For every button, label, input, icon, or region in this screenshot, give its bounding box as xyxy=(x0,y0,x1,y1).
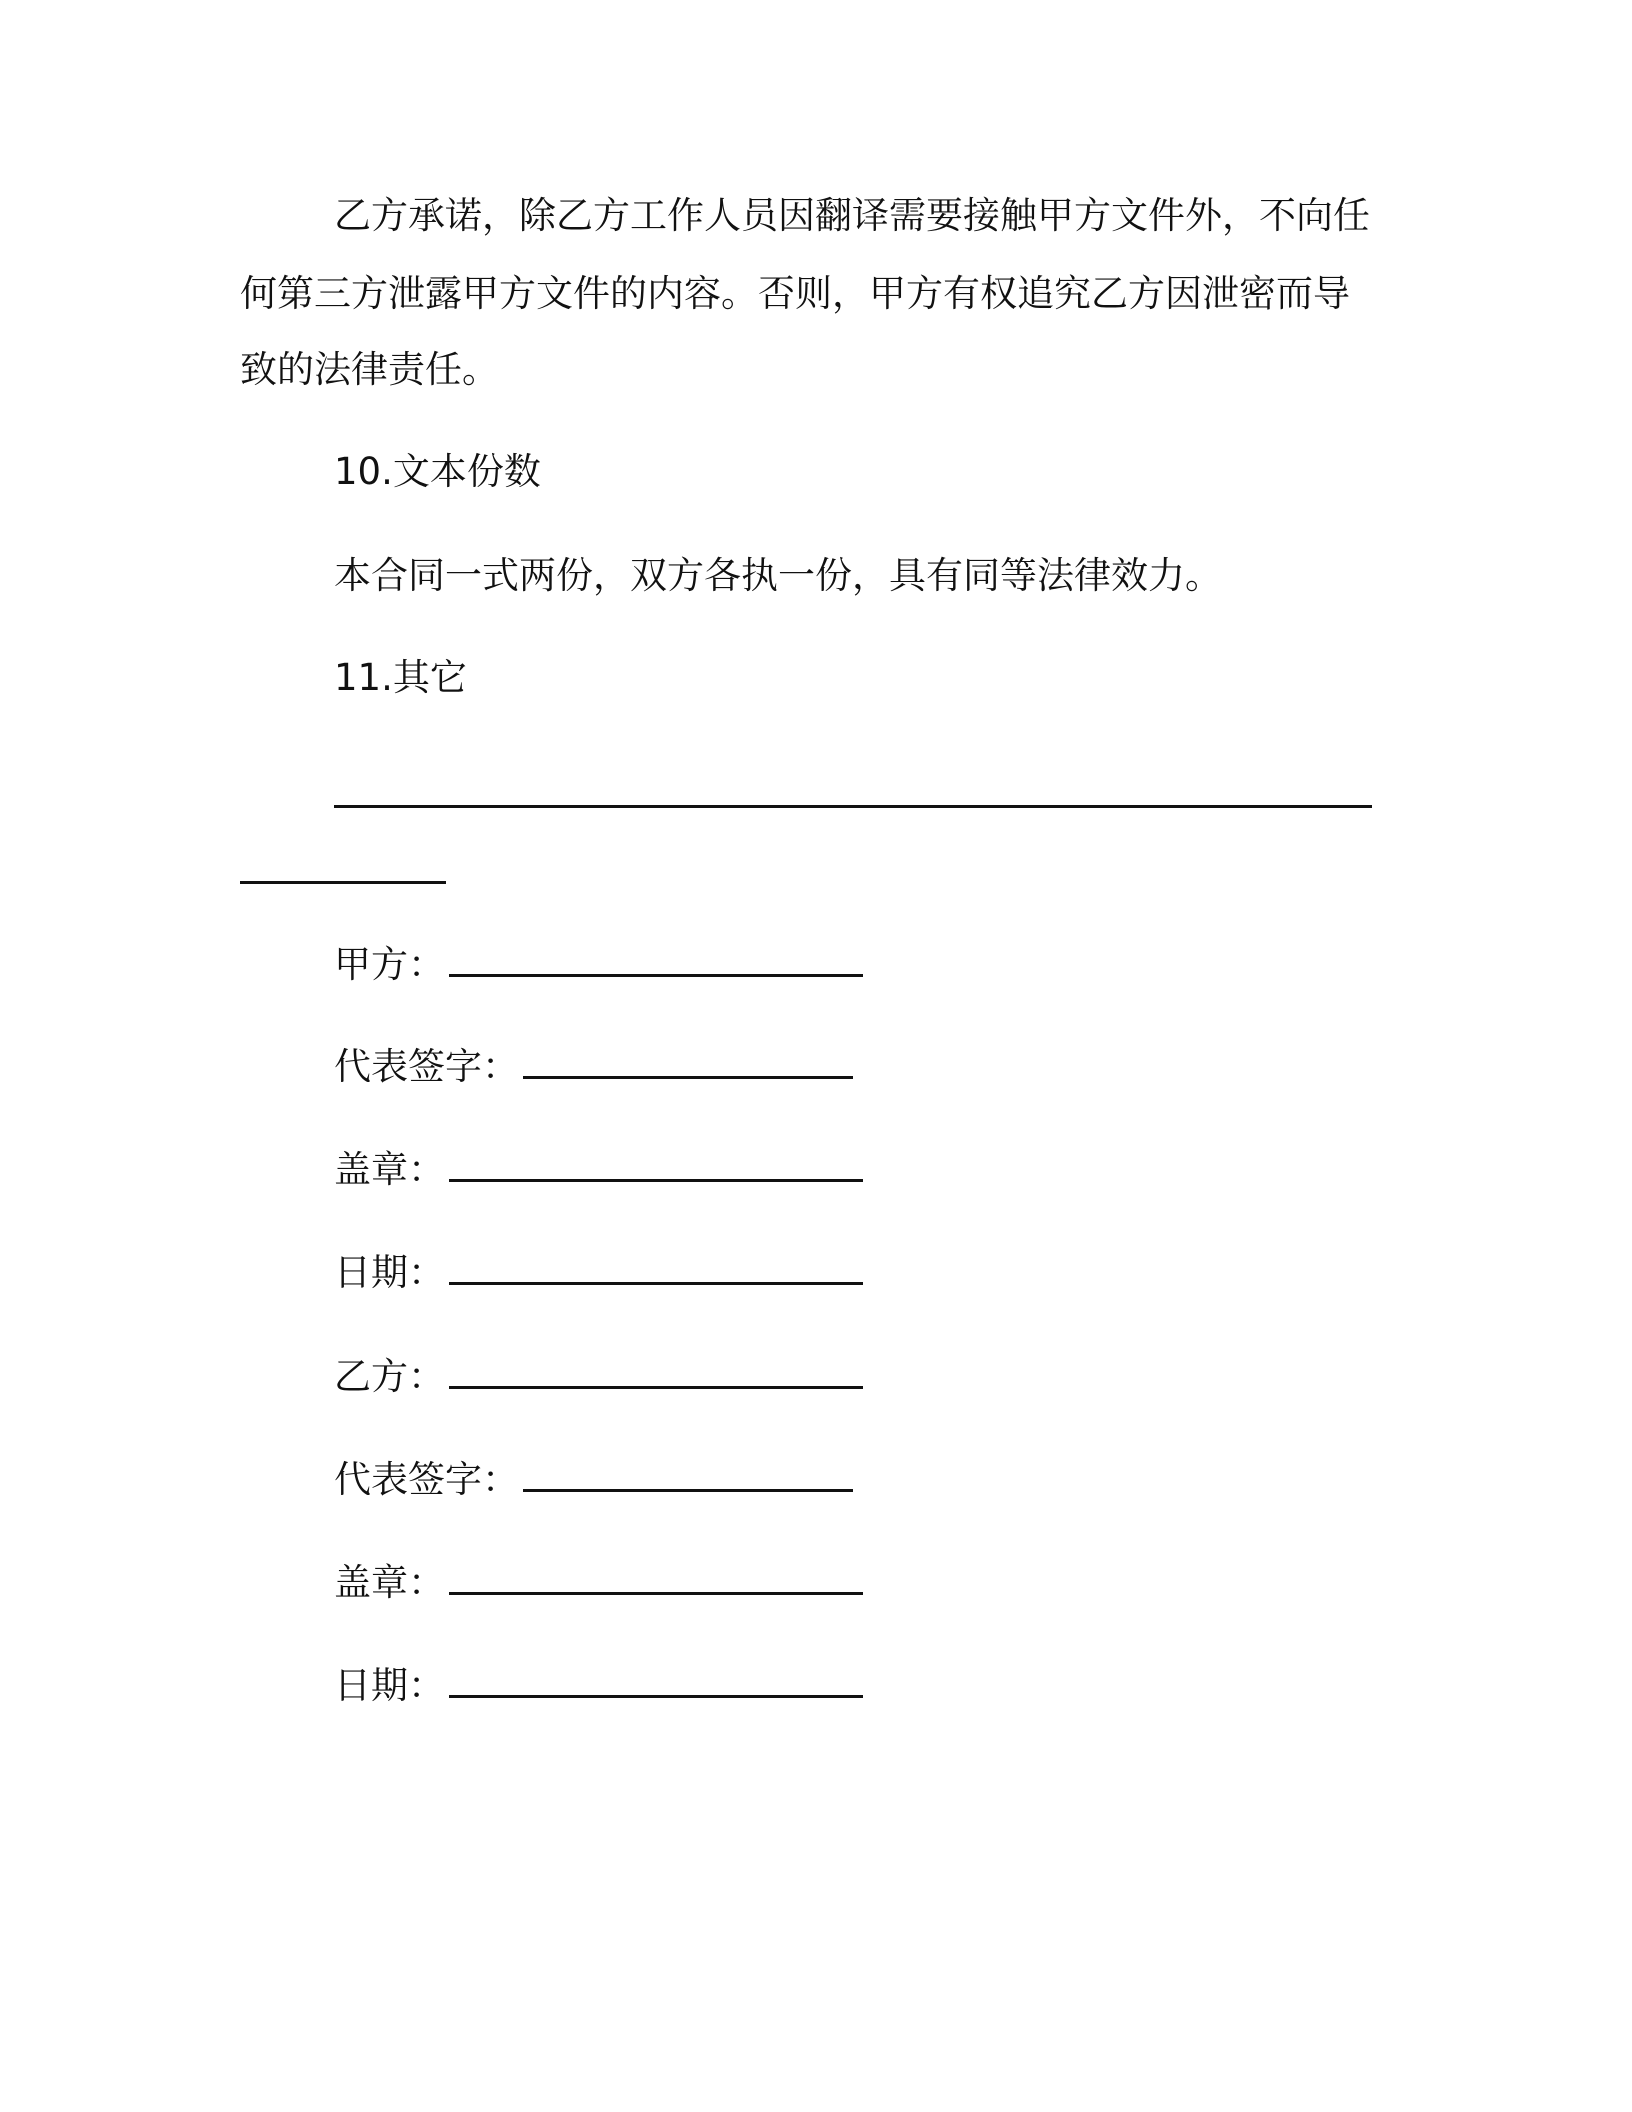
party-a-date-blank xyxy=(449,1248,863,1285)
party-b-date-field xyxy=(334,1661,863,1710)
party-a-signature-label: 代表签字： xyxy=(334,1045,519,1088)
party-b-date-blank xyxy=(449,1661,863,1698)
section-11-heading: 11.其它 xyxy=(334,656,467,699)
party-a-label: 甲方： xyxy=(334,943,445,986)
party-a-signature-field xyxy=(334,1042,853,1091)
party-a-date-label: 日期： xyxy=(334,1251,445,1294)
party-b-signature-label: 代表签字： xyxy=(334,1458,519,1501)
party-a-seal-blank xyxy=(449,1145,863,1182)
party-b-seal-blank xyxy=(449,1558,863,1595)
party-b-signature-blank xyxy=(523,1455,853,1492)
party-a-date-field xyxy=(334,1248,863,1297)
party-a-seal-label: 盖章： xyxy=(334,1148,445,1191)
party-b-field xyxy=(334,1352,863,1401)
party-a-seal-field xyxy=(334,1145,863,1194)
party-b-signature-field xyxy=(334,1455,853,1504)
other-terms-blank-line-1 xyxy=(334,805,1372,808)
other-terms-blank-line-2 xyxy=(240,881,446,884)
party-b-seal-field xyxy=(334,1558,863,1607)
party-b-seal-label: 盖章： xyxy=(334,1561,445,1604)
party-b-label: 乙方： xyxy=(334,1355,445,1398)
party-a-field xyxy=(334,940,863,989)
confidentiality-line-3: 致的法律责任。 xyxy=(240,348,499,391)
confidentiality-line-1: 乙方承诺，除乙方工作人员因翻译需要接触甲方文件外，不向任 xyxy=(334,194,1370,237)
section-10-heading: 10.文本份数 xyxy=(334,450,541,493)
section-10-body: 本合同一式两份，双方各执一份，具有同等法律效力。 xyxy=(334,554,1222,597)
party-a-blank xyxy=(449,940,863,977)
party-b-blank xyxy=(449,1352,863,1389)
party-b-date-label: 日期： xyxy=(334,1664,445,1707)
party-a-signature-blank xyxy=(523,1042,853,1079)
confidentiality-line-2: 何第三方泄露甲方文件的内容。否则，甲方有权追究乙方因泄密而导 xyxy=(240,272,1350,315)
